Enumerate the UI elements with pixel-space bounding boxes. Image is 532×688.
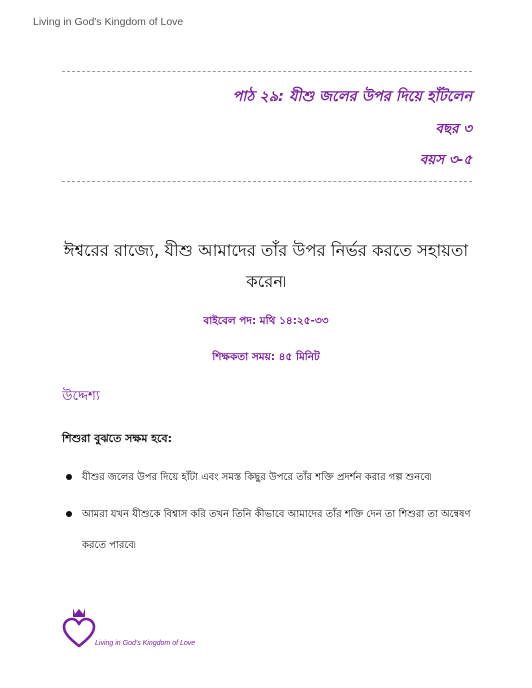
crowned-heart-icon xyxy=(62,606,96,650)
running-header: Living in God's Kingdom of Love xyxy=(33,16,184,28)
lesson-age: বয়স ৩-৫ xyxy=(419,152,472,168)
bullet-icon xyxy=(66,474,72,480)
list-item xyxy=(62,462,482,493)
lesson-title: পাঠ ২৯: যীশু জলের উপর দিয়ে হাঁটলেন xyxy=(232,89,472,105)
top-divider xyxy=(62,71,472,72)
list-item-text: আমরা যখন যীশুকে বিশ্বাস করি তখন তিনি কীভাবে আমাদের তাঁর শক্তি দেন তা শিশুরা তা অন্বেষণ করতে পারবে৷ xyxy=(82,509,471,551)
footer-brand: Living in God's Kingdom of Love xyxy=(95,640,196,647)
bottom-divider xyxy=(62,181,472,182)
list-item xyxy=(62,499,482,561)
teaching-time: শিক্ষকতা সময়: ৪৫ মিনিট xyxy=(212,351,320,363)
objective-intro: শিশুরা বুঝতে সক্ষম হবে: xyxy=(62,432,172,445)
bullet-icon xyxy=(66,511,72,517)
objective-list xyxy=(62,462,482,567)
lesson-year: বছর ৩ xyxy=(435,121,472,137)
bible-passage: বাইবেল পদ: মথি ১৪:২৫-৩৩ xyxy=(203,315,329,327)
main-statement: ঈশ্বরের রাজ্যে, যীশু আমাদের তাঁর উপর নির্ভর করতে সহায়তা করেন৷ xyxy=(63,241,469,291)
list-item-text: যীশুর জলের উপর দিয়ে হাঁটা এবং সমস্ত কিছুর উপরে তাঁর শক্তি প্রদর্শন করার গল্প শুনবে৷ xyxy=(82,472,432,483)
objective-heading: উদ্দেশ্য xyxy=(62,388,100,404)
